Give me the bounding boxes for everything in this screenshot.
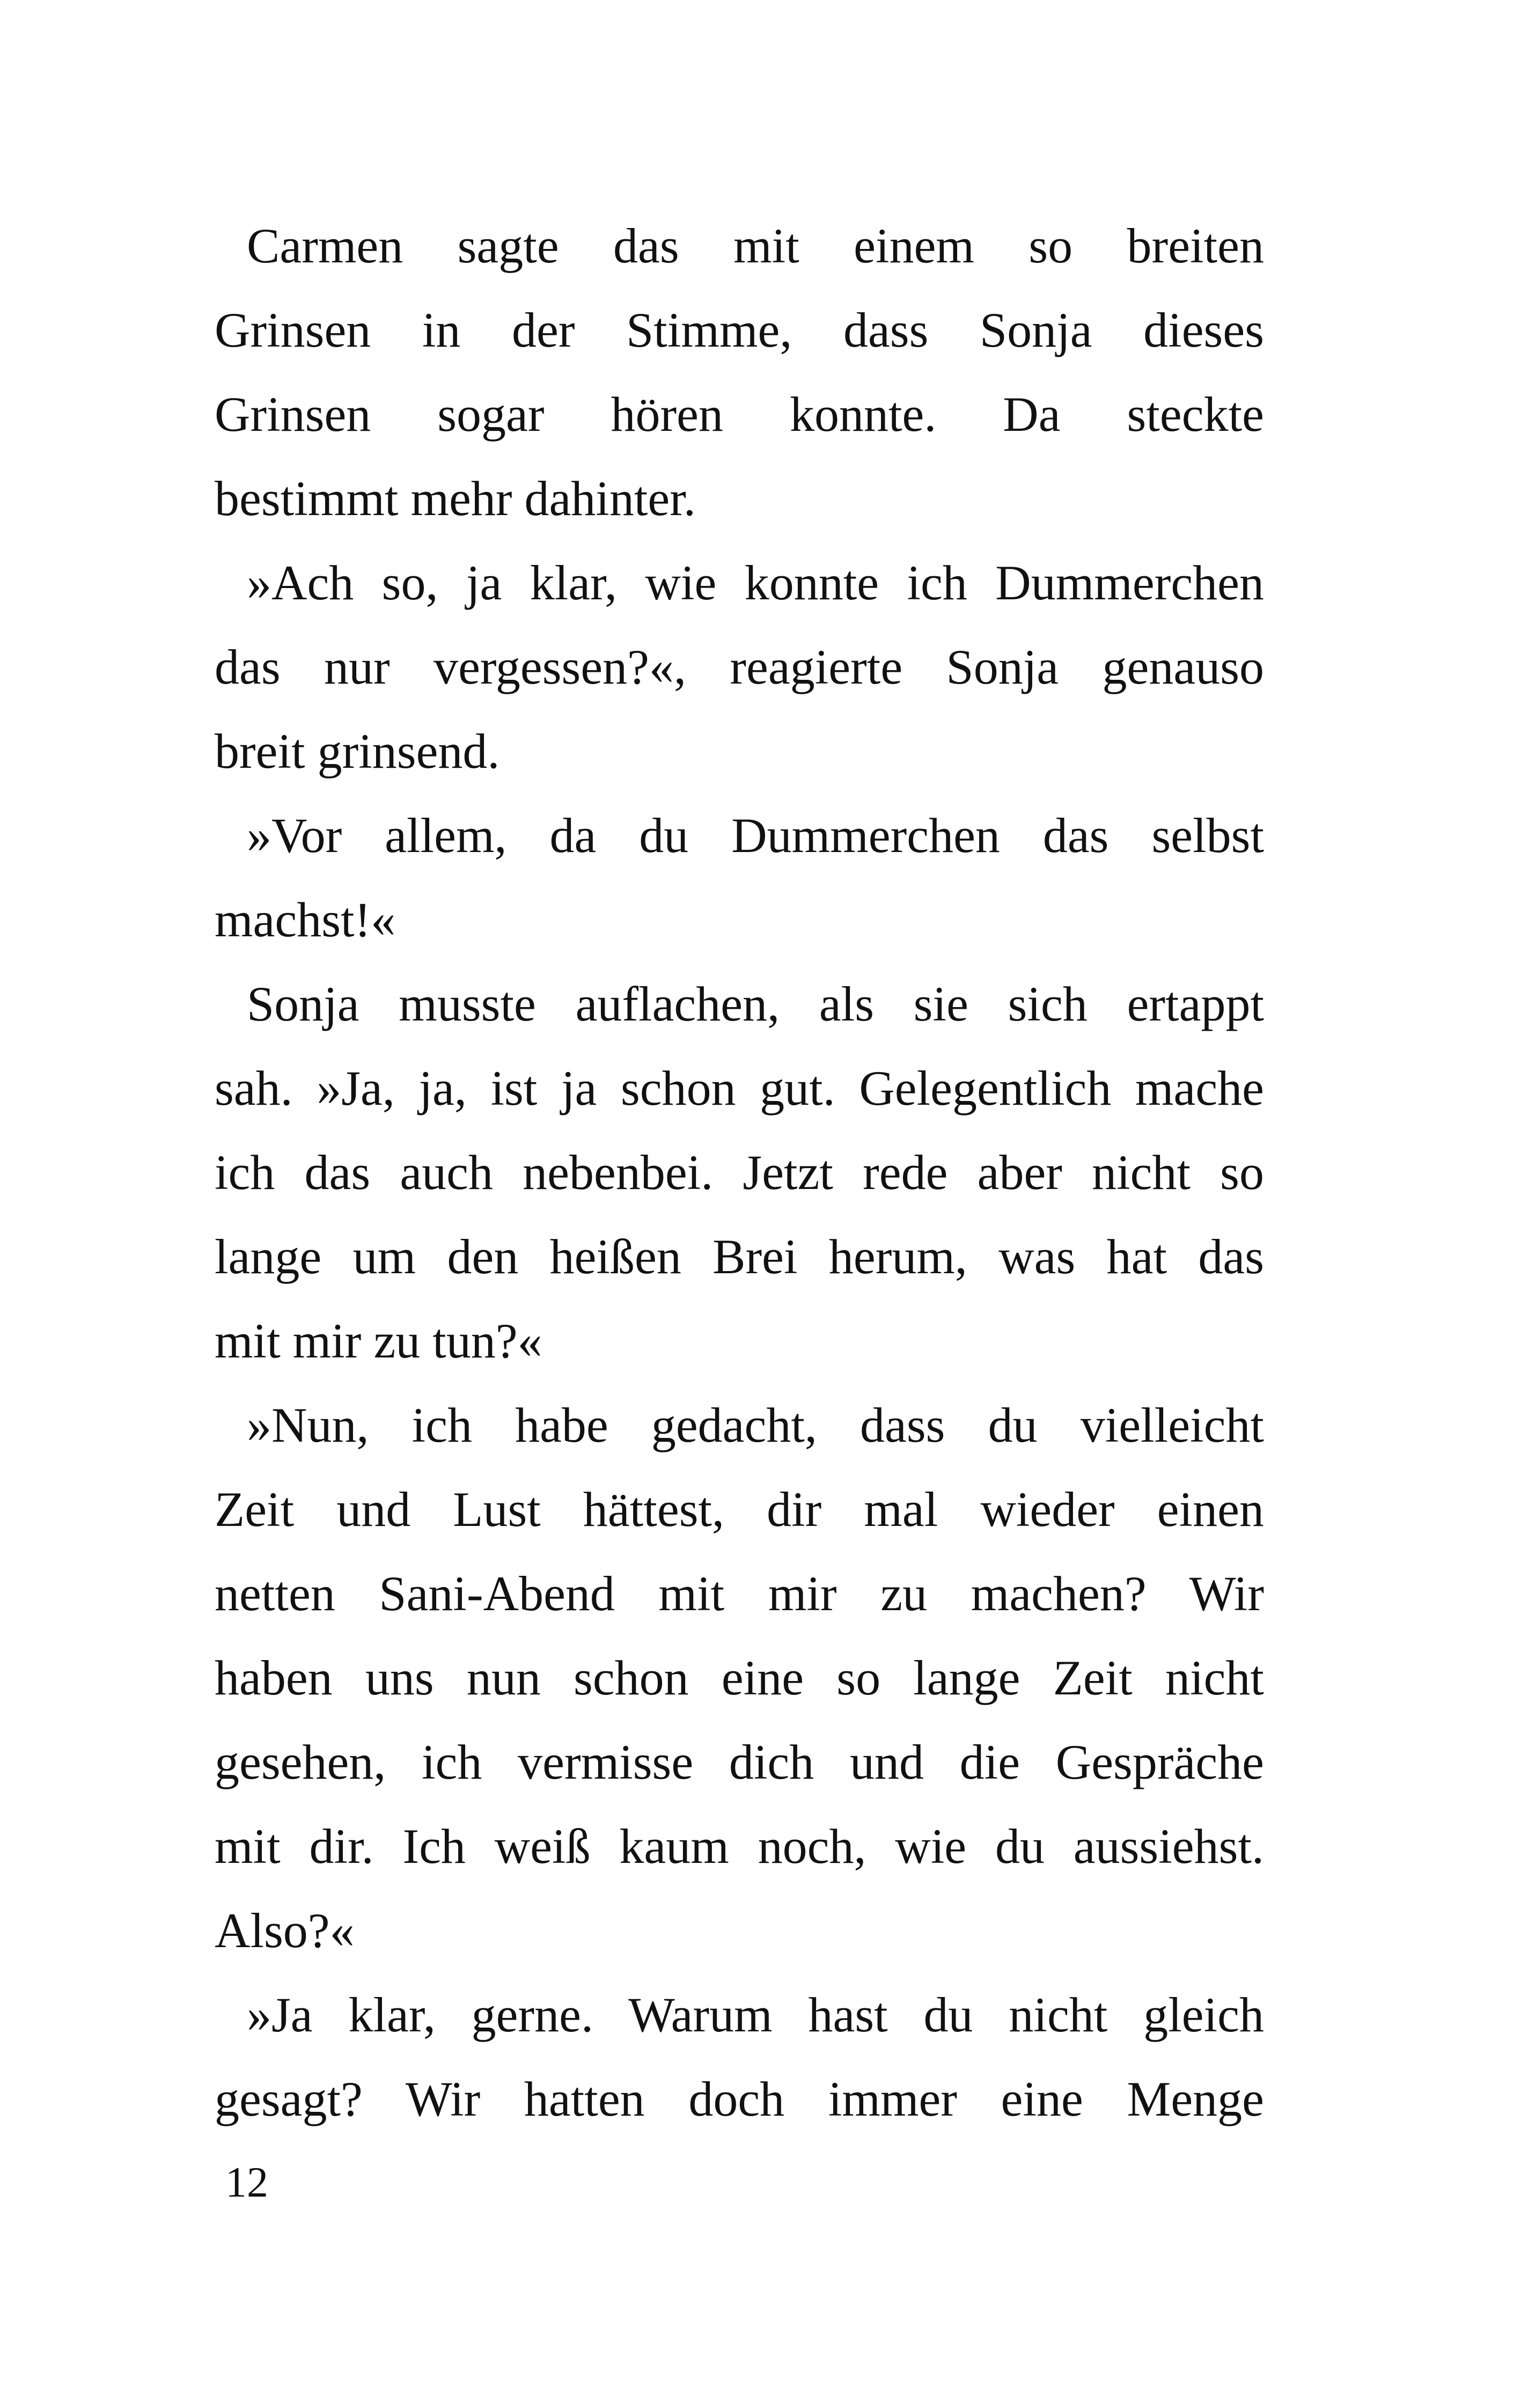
page-number: 12 (225, 2159, 268, 2206)
text-line: haben uns nun schon eine so lange Zeit nicht (215, 1650, 1264, 1705)
text-line: Zeit und Lust hättest, dir mal wieder einen (215, 1482, 1264, 1537)
text-line: lange um den heißen Brei herum, was hat das (215, 1229, 1264, 1284)
text-line: machst!« (215, 892, 396, 947)
text-line: das nur vergessen?«, reagierte Sonja genauso (215, 640, 1264, 694)
text-line: Carmen sagte das mit einem so breiten (247, 218, 1264, 273)
text-line: Grinsen in der Stimme, dass Sonja dieses (215, 303, 1264, 357)
text-line: Also?« (215, 1903, 355, 1958)
text-line: mit mir zu tun?« (215, 1313, 542, 1368)
text-line: gesehen, ich vermisse dich und die Gespräche (215, 1735, 1264, 1789)
text-line: Sonja musste auflachen, als sie sich ertappt (247, 977, 1264, 1031)
text-line: »Ach so, ja klar, wie konnte ich Dummerchen (247, 555, 1264, 610)
text-line: »Nun, ich habe gedacht, dass du vielleicht (247, 1398, 1264, 1452)
text-line: sah. »Ja, ja, ist ja schon gut. Gelegentlich mache (215, 1061, 1264, 1115)
text-line: gesagt? Wir hatten doch immer eine Menge (215, 2072, 1264, 2126)
text-line: »Ja klar, gerne. Warum hast du nicht gleich (247, 1987, 1264, 2042)
text-line: netten Sani-Abend mit mir zu machen? Wir (215, 1566, 1264, 1621)
text-line: ich das auch nebenbei. Jetzt rede aber nicht so (215, 1145, 1264, 1200)
text-line: Grinsen sogar hören konnte. Da steckte (215, 387, 1264, 442)
text-line: bestimmt mehr dahinter. (215, 471, 696, 526)
text-line: »Vor allem, da du Dummerchen das selbst (247, 808, 1264, 863)
text-line: mit dir. Ich weiß kaum noch, wie du aussiehst. (215, 1819, 1264, 1874)
text-line: breit grinsend. (215, 724, 500, 779)
body-text (215, 204, 1264, 2141)
